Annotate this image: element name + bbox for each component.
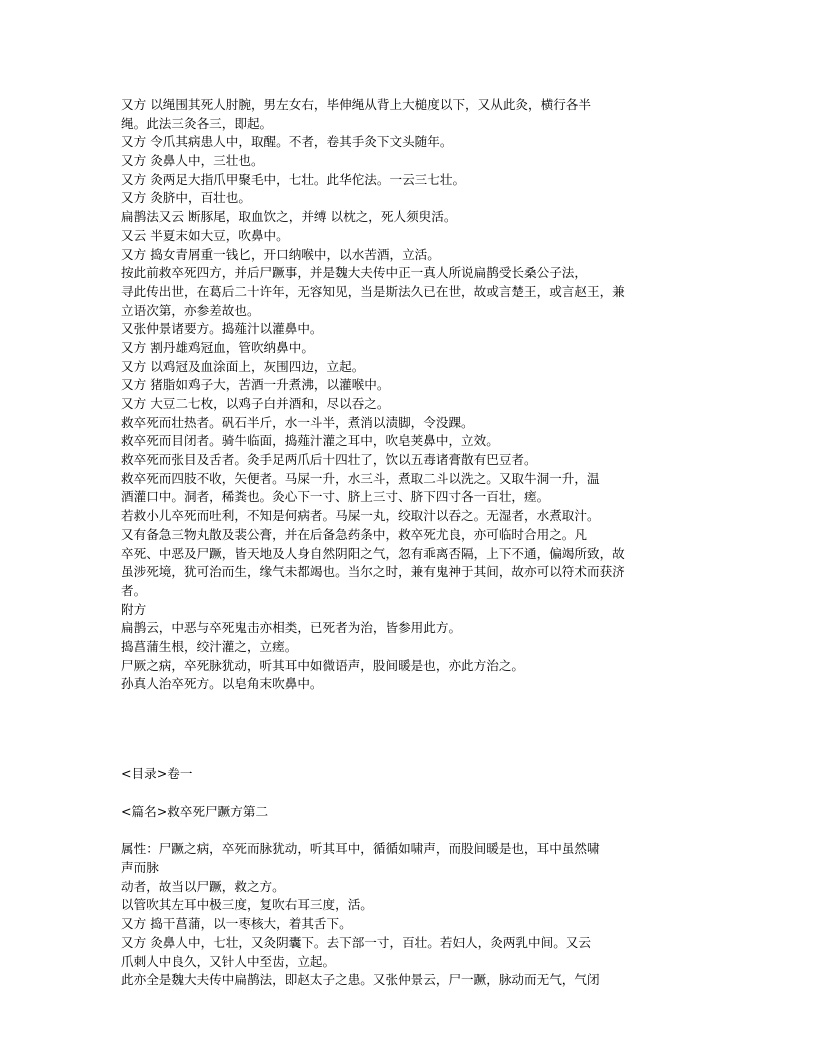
text-line: 又方 灸鼻人中，七壮，又灸阴囊下。去下部一寸，百壮。若妇人，灸两乳中间。又云 xyxy=(121,934,591,950)
text-line: 救卒死而目闭者。骑牛临面，捣薤汁灌之耳中，吹皂荚鼻中，立效。 xyxy=(121,433,499,449)
catalog-heading: <目录>卷一 xyxy=(121,766,193,781)
spacer xyxy=(121,821,687,840)
text-line: 又方 捣女青屑重一钱匕，开口纳喉中，以水苦酒，立活。 xyxy=(121,246,440,262)
text-line: 孙真人治卒死方。以皂角末吹鼻中。 xyxy=(121,676,323,692)
text-line: 绳。此法三灸各三，即起。 xyxy=(121,115,273,131)
text-line: 爪刺人中良久，又针人中至齿，立起。 xyxy=(121,953,336,969)
chapter-heading: <篇名>救卒死尸蹶方第二 xyxy=(121,803,269,819)
text-line: 又有备急三物丸散及裴公膏，并在后备急药条中，救卒死尤良，亦可临时合用之。凡 xyxy=(121,526,587,542)
text-line: 又方 以绳围其死人肘腕，男左女右，毕伸绳从背上大槌度以下，又从此灸，横行各半 xyxy=(121,97,591,112)
section-2 xyxy=(121,840,687,990)
text-line: 又方 令爪其病患人中，取醒。不者，卷其手灸下文头随年。 xyxy=(121,134,453,150)
text-line: 寻此传出世，在葛后二十许年，无容知见，当是斯法久已在世，故或言楚王，或言赵王，兼 xyxy=(121,283,625,299)
text-line: 又方 捣干菖蒲，以一枣核大，着其舌下。 xyxy=(121,916,352,932)
text-line: 者。 xyxy=(121,582,147,598)
text-line: 声而脉 xyxy=(121,860,159,876)
spacer xyxy=(121,694,687,765)
text-line: 捣菖蒲生根，绞汁灌之，立瘥。 xyxy=(121,638,298,654)
text-line: 卒死、中恶及尸蹶，皆天地及人身自然阴阳之气，忽有乖离否隔，上下不通，偏竭所致，故 xyxy=(121,545,625,561)
text-line: 酒灌口中。洞者，稀粪也。灸心下一寸、脐上三寸、脐下四寸各一百壮，瘥。 xyxy=(121,489,550,505)
section-1 xyxy=(121,96,687,694)
text-line: 又方 灸脐中，百壮也。 xyxy=(121,190,251,206)
text-line: 此亦全是魏大夫传中扁鹊法，即赵太子之患。又张仲景云，尸一蹶，脉动而无气，气闭 xyxy=(121,972,600,988)
spacer xyxy=(121,784,687,803)
text-line: 立语次第，亦参差故也。 xyxy=(121,302,260,318)
text-line: 又方 灸鼻人中，三壮也。 xyxy=(121,153,264,169)
text-line: 又云 半夏末如大豆，吹鼻中。 xyxy=(121,227,289,243)
document-page xyxy=(121,96,687,990)
text-line: 扁鹊法又云 断豚尾，取血饮之，并缚 以枕之，死人须臾活。 xyxy=(121,209,457,225)
text-line: 属性：尸蹶之病，卒死而脉犹动，听其耳中，循循如啸声，而股间暖是也，耳中虽然啸 xyxy=(121,841,600,857)
text-line: 救卒死而四肢不收，矢便者。马屎一升，水三斗，煮取二斗以洗之。又取牛洞一升，温 xyxy=(121,470,600,486)
text-line: 又张仲景诸要方。捣薤汁以灌鼻中。 xyxy=(121,321,323,337)
text-line: 若救小儿卒死而吐利，不知是何病者。马屎一丸，绞取汁以吞之。无湿者，水煮取汁。 xyxy=(121,508,600,524)
text-line: 又方 灸两足大指爪甲聚毛中，七壮。此华佗法。一云三七壮。 xyxy=(121,171,466,187)
text-line: 以管吹其左耳中极三度，复吹右耳三度，活。 xyxy=(121,897,373,913)
text-line: 又方 猪脂如鸡子大，苦酒一升煮沸，以灌喉中。 xyxy=(121,377,390,393)
text-line: 又方 大豆二七枚，以鸡子白并酒和，尽以吞之。 xyxy=(121,396,390,411)
text-line: 按此前救卒死四方，并后尸蹶事，并是魏大夫传中正一真人所说扁鹊受长桑公子法， xyxy=(121,265,587,281)
text-line: 动者，故当以尸蹶，救之方。 xyxy=(121,878,285,894)
text-line: 又方 割丹雄鸡冠血，管吹纳鼻中。 xyxy=(121,339,314,355)
appendix-heading: 附方 xyxy=(121,601,147,617)
text-line: 虽涉死境，犹可治而生，缘气未都竭也。当尔之时，兼有鬼神于其间，故亦可以符术而获济 xyxy=(121,564,625,580)
text-line: 救卒死而壮热者。矾石半斤，水一斗半，煮消以渍脚，令没踝。 xyxy=(121,414,474,430)
text-line: 又方 以鸡冠及血涂面上，灰围四边，立起。 xyxy=(121,358,365,374)
text-line: 救卒死而张目及舌者。灸手足两爪后十四壮了，饮以五毒诸膏散有巴豆者。 xyxy=(121,452,537,468)
text-line: 扁鹊云，中恶与卒死鬼击亦相类，已死者为治，皆参用此方。 xyxy=(121,620,462,636)
text-line: 尸厥之病，卒死脉犹动，听其耳中如微语声，股间暖是也，亦此方治之。 xyxy=(121,657,524,673)
